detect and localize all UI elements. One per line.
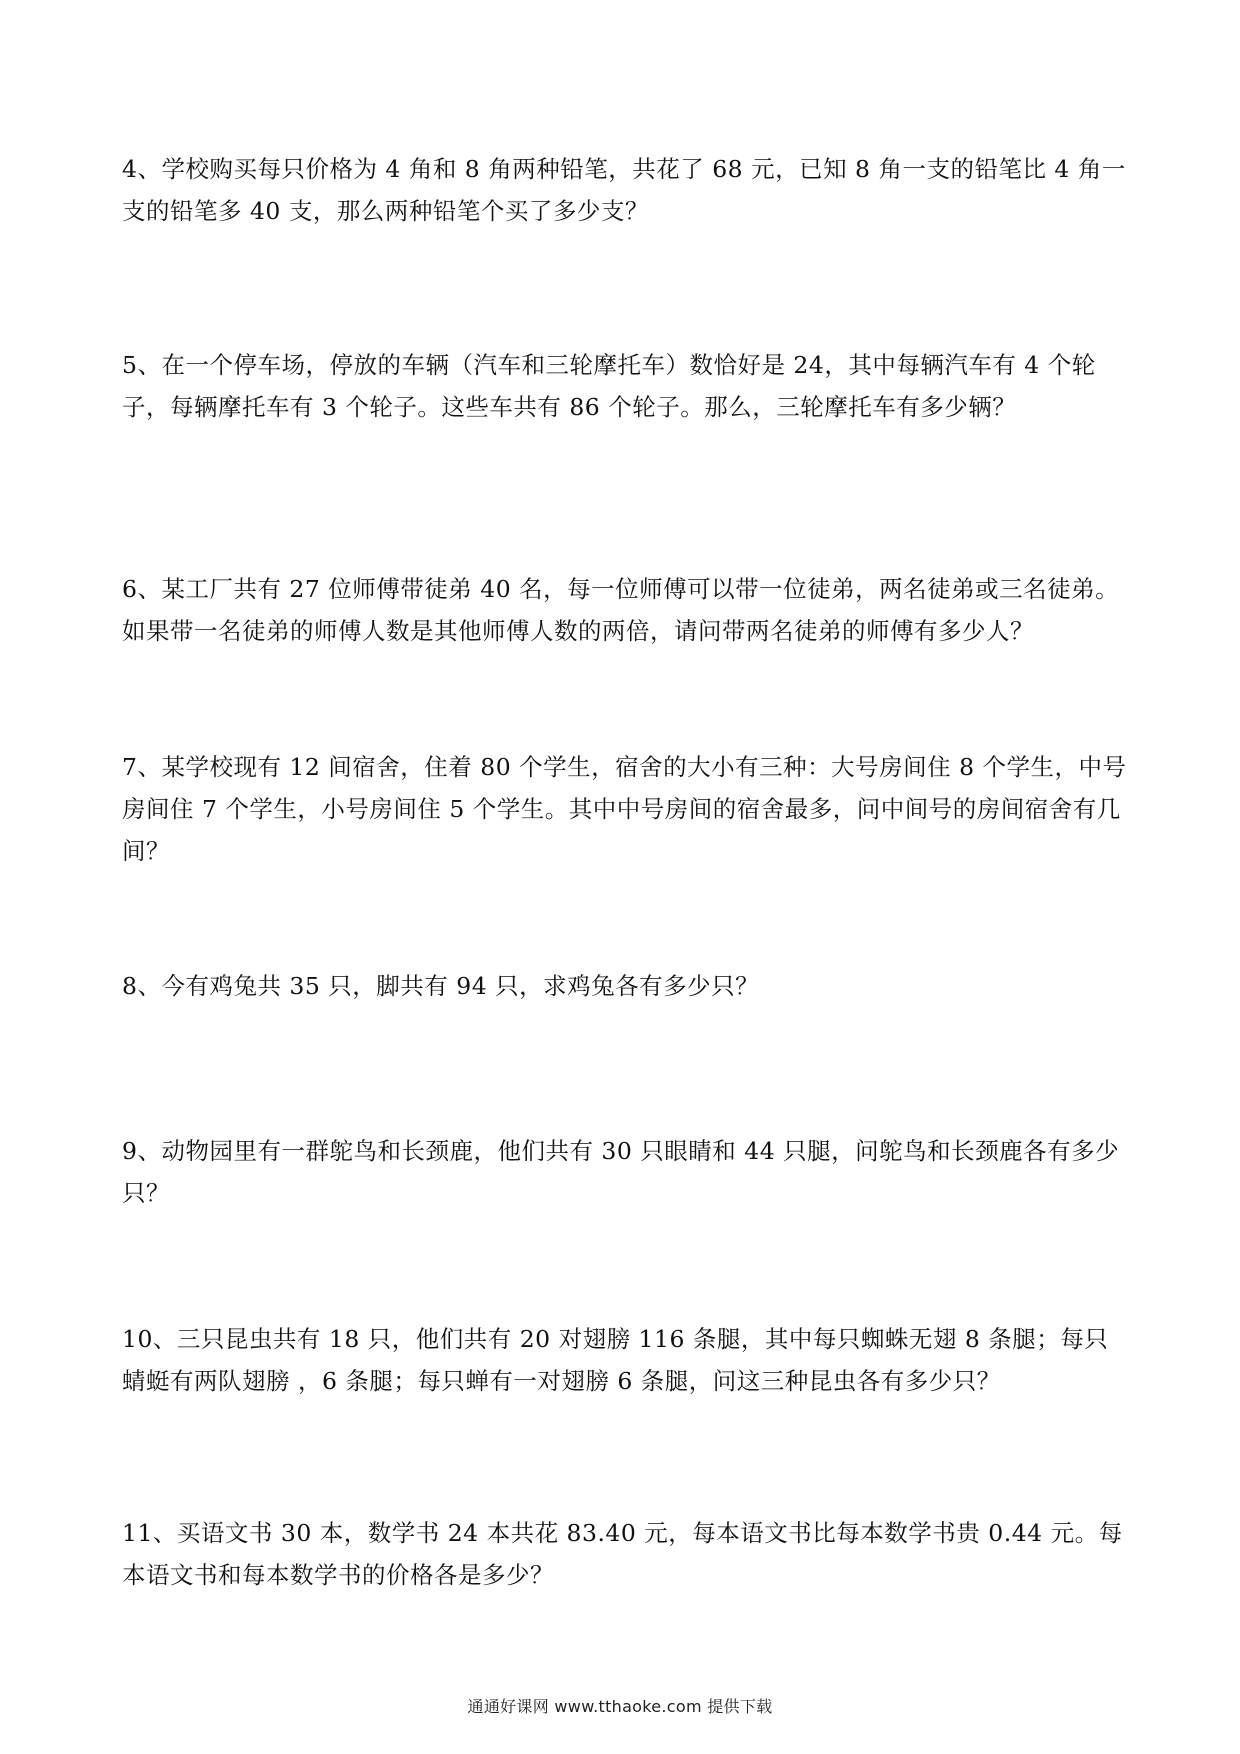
page-footer: 通通好课网 www.tthaoke.com 提供下载: [467, 1697, 773, 1716]
problem-10: 10、三只昆虫共有 18 只，他们共有 20 对翅膀 116 条腿，其中每只蜘蛛无翅 8 条腿；每只蜻蜓有两队翅膀 ，6 条腿；每只蝉有一对翅膀 6 条腿，问这三种昆虫各有多少只？: [122, 1325, 1109, 1395]
problem-4: 4、学校购买每只价格为 4 角和 8 角两种铅笔，共花了 68 元，已知 8 角一支的铅笔比 4 角一支的铅笔多 40 支，那么两种铅笔个买了多少支？: [122, 155, 1126, 225]
problem-11: 11、买语文书 30 本，数学书 24 本共花 83.40 元，每本语文书比每本数学书贵 0.44 元。每本语文书和每本数学书的价格各是多少？: [122, 1519, 1123, 1589]
problem-9: 9、动物园里有一群鸵鸟和长颈鹿，他们共有 30 只眼睛和 44 只腿，问鸵鸟和长颈鹿各有多少只？: [122, 1137, 1120, 1207]
problem-7: 7、某学校现有 12 间宿舍，住着 80 个学生，宿舍的大小有三种：大号房间住 8 个学生，中号房间住 7 个学生，小号房间住 5 个学生。其中中号房间的宿舍最多，问中间号的房间宿舍有几间？: [122, 753, 1127, 865]
problem-5: 5、在一个停车场，停放的车辆（汽车和三轮摩托车）数恰好是 24，其中每辆汽车有 4 个轮子，每辆摩托车有 3 个轮子。这些车共有 86 个轮子。那么，三轮摩托车有多少辆？: [122, 351, 1096, 421]
problem-6: 6、某工厂共有 27 位师傅带徒弟 40 名，每一位师傅可以带一位徒弟，两名徒弟或三名徒弟。如果带一名徒弟的师傅人数是其他师傅人数的两倍，请问带两名徒弟的师傅有多少人？: [122, 575, 1120, 645]
problem-8: 8、今有鸡兔共 35 只，脚共有 94 只，求鸡兔各有多少只？: [122, 972, 760, 1000]
